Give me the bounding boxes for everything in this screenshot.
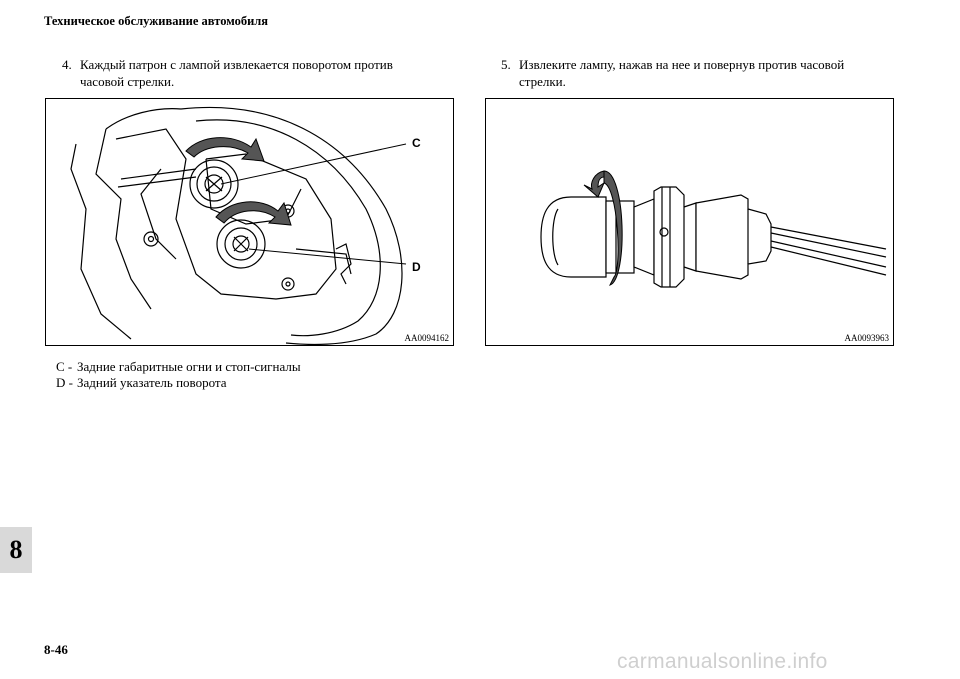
figure-id: AA0094162: [404, 333, 449, 343]
step-number: 4.: [62, 57, 72, 72]
page-number: 8-46: [44, 642, 68, 657]
legend-desc: Задние габаритные огни и стоп-сигналы: [77, 359, 301, 374]
step-text-line2: часовой стрелки.: [80, 74, 175, 89]
step-4: [62, 56, 452, 92]
legend-item: [56, 375, 376, 391]
legend-key: C -: [56, 359, 73, 374]
step-text-line1: Каждый патрон с лампой извлекается поворотом против: [80, 57, 393, 72]
step-text-line2: стрелки.: [519, 74, 566, 89]
watermark: carmanualsonline.info: [617, 650, 828, 673]
figure-id: AA0093963: [844, 333, 889, 343]
bulb-socket-illustration: [486, 99, 893, 345]
chapter-tab: 8: [0, 527, 32, 573]
callout-d: D: [412, 260, 421, 274]
figure-legend: [56, 359, 376, 391]
callout-c: C: [412, 136, 421, 150]
step-5: [501, 56, 891, 92]
page-header: Техническое обслуживание автомобиля: [44, 14, 269, 28]
legend-desc: Задний указатель поворота: [77, 375, 227, 390]
bulb-removal-figure: [485, 98, 894, 346]
step-number: 5.: [501, 57, 511, 72]
step-text-line1: Извлеките лампу, нажав на нее и повернув против часовой: [519, 57, 845, 72]
tail-lamp-illustration: [46, 99, 453, 345]
tail-lamp-figure: [45, 98, 454, 346]
legend-item: [56, 359, 376, 375]
legend-key: D -: [56, 375, 73, 390]
